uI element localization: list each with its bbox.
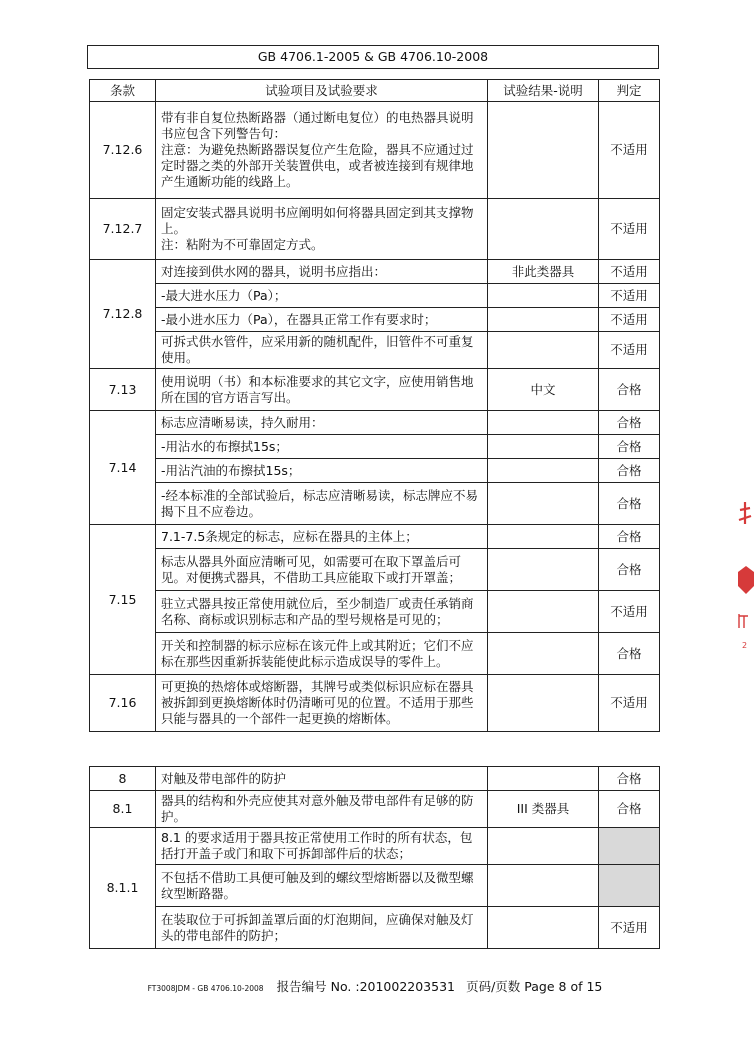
table-row bbox=[90, 591, 660, 633]
requirement-cell bbox=[156, 675, 488, 732]
requirement-text: 固定安装式器具说明书应阐明如何将器具固定到其支撑物上。 bbox=[161, 205, 474, 236]
clause-number: 8.1 bbox=[90, 791, 156, 828]
requirement-cell bbox=[156, 791, 488, 828]
result-cell bbox=[488, 411, 599, 435]
table-row bbox=[90, 308, 660, 332]
requirement-cell bbox=[156, 591, 488, 633]
requirement-text: 器具的结构和外壳应使其对意外触及带电部件有足够的防护。 bbox=[161, 793, 474, 824]
requirement-text: 可拆式供水管件，应采用新的随机配件，旧管件不可重复使用。 bbox=[161, 334, 474, 365]
form-code: FT3008JDM - GB 4706.10-2008 bbox=[147, 984, 264, 993]
clause-number: 7.12.7 bbox=[90, 199, 156, 260]
clause-number: 7.13 bbox=[90, 369, 156, 411]
requirement-cell bbox=[156, 633, 488, 675]
header-result: 试验结果-说明 bbox=[488, 80, 599, 102]
requirement-cell bbox=[156, 284, 488, 308]
requirement-cell bbox=[156, 767, 488, 791]
table-row bbox=[90, 260, 660, 284]
table-row bbox=[90, 549, 660, 591]
verdict-cell: 不适用 bbox=[599, 199, 660, 260]
requirement-text: 注意：为避免热断路器误复位产生危险，器具不应通过过定时器之类的外部开关装置供电，或者被连接到有规律地产生通断功能的线路上。 bbox=[161, 142, 474, 189]
report-label: 报告编号 No. : bbox=[276, 979, 360, 994]
table-row bbox=[90, 767, 660, 791]
clause-number: 7.12.6 bbox=[90, 102, 156, 199]
report-number: 201002203531 bbox=[359, 979, 455, 994]
clause-table-section-8 bbox=[89, 766, 660, 949]
verdict-cell: 合格 bbox=[599, 525, 660, 549]
requirement-text: 在装取位于可拆卸盖罩后面的灯泡期间，应确保对触及灯头的带电部件的防护； bbox=[161, 911, 474, 943]
clause-number: 7.15 bbox=[90, 525, 156, 675]
table-row bbox=[90, 102, 660, 199]
table-row bbox=[90, 284, 660, 308]
requirement-cell bbox=[156, 308, 488, 332]
requirement-cell bbox=[156, 828, 488, 865]
standard-title: GB 4706.1-2005 & GB 4706.10-2008 bbox=[257, 49, 489, 64]
result-cell bbox=[488, 284, 599, 308]
verdict-cell: 不适用 bbox=[599, 102, 660, 199]
table-row bbox=[90, 411, 660, 435]
table-row bbox=[90, 199, 660, 260]
table-row bbox=[90, 483, 660, 525]
result-cell bbox=[488, 308, 599, 332]
verdict-cell bbox=[599, 828, 660, 865]
requirement-cell bbox=[156, 865, 488, 907]
verdict-cell: 不适用 bbox=[599, 907, 660, 949]
result-cell bbox=[488, 102, 599, 199]
clause-number: 7.14 bbox=[90, 411, 156, 525]
result-cell bbox=[488, 675, 599, 732]
requirement-text: -最小进水压力（Pa），在器具正常工作有要求时； bbox=[161, 311, 437, 327]
table-header-row bbox=[90, 80, 660, 102]
requirement-text: 注：粘附为不可靠固定方式。 bbox=[161, 237, 324, 252]
requirement-text: 标志应清晰易读，持久耐用： bbox=[161, 414, 324, 430]
result-cell bbox=[488, 483, 599, 525]
requirement-cell bbox=[156, 483, 488, 525]
result-cell bbox=[488, 591, 599, 633]
result-cell bbox=[488, 828, 599, 865]
clause-number: 7.16 bbox=[90, 675, 156, 732]
table-row bbox=[90, 791, 660, 828]
requirement-text: 对连接到供水网的器具，说明书应指出： bbox=[161, 263, 387, 279]
requirement-text: 开关和控制器的标示应标在该元件上或其附近；它们不应标在那些因重新拆装能使此标示造成误导的零件上。 bbox=[161, 637, 474, 669]
verdict-cell: 合格 bbox=[599, 791, 660, 828]
requirement-cell bbox=[156, 525, 488, 549]
requirement-cell bbox=[156, 411, 488, 435]
svg-text:2: 2 bbox=[742, 641, 748, 650]
table-row bbox=[90, 435, 660, 459]
requirement-cell bbox=[156, 369, 488, 411]
requirement-cell bbox=[156, 332, 488, 369]
table-row bbox=[90, 459, 660, 483]
requirement-text: 带有非自复位热断路器（通过断电复位）的电热器具说明书应包含下列警告句： bbox=[161, 110, 474, 141]
verdict-cell: 不适用 bbox=[599, 332, 660, 369]
page-number: 页码/页数 Page 8 of 15 bbox=[466, 979, 603, 994]
standard-header bbox=[87, 45, 659, 69]
verdict-cell: 不适用 bbox=[599, 260, 660, 284]
requirement-cell bbox=[156, 102, 488, 199]
result-cell: III 类器具 bbox=[488, 791, 599, 828]
result-cell bbox=[488, 459, 599, 483]
table-row bbox=[90, 369, 660, 411]
verdict-cell: 合格 bbox=[599, 369, 660, 411]
verdict-cell bbox=[599, 865, 660, 907]
table-row bbox=[90, 633, 660, 675]
result-cell bbox=[488, 525, 599, 549]
requirement-text: 8.1 的要求适用于器具按正常使用工作时的所有状态，包括打开盖子或门和取下可拆卸部件后的状态； bbox=[161, 830, 473, 861]
page-footer bbox=[0, 976, 750, 995]
requirement-text: -经本标准的全部试验后，标志应清晰易读，标志牌应不易揭下且不应卷边。 bbox=[161, 487, 479, 519]
requirement-text: 可更换的热熔体或熔断器，其牌号或类似标识应标在器具被拆卸到更换熔断体时仍清晰可见的位置。不适用于那些只能与器具的一个部件一起更换的熔断体。 bbox=[161, 679, 474, 726]
result-cell bbox=[488, 199, 599, 260]
requirement-cell bbox=[156, 907, 488, 949]
result-cell bbox=[488, 907, 599, 949]
result-cell bbox=[488, 865, 599, 907]
verdict-cell: 不适用 bbox=[599, 591, 660, 633]
verdict-cell: 合格 bbox=[599, 435, 660, 459]
verdict-cell: 合格 bbox=[599, 549, 660, 591]
seal-stamp-fragment bbox=[736, 490, 756, 650]
table-row bbox=[90, 828, 660, 865]
verdict-cell: 合格 bbox=[599, 767, 660, 791]
result-cell bbox=[488, 549, 599, 591]
result-cell: 中文 bbox=[488, 369, 599, 411]
verdict-cell: 合格 bbox=[599, 633, 660, 675]
requirement-cell bbox=[156, 459, 488, 483]
requirement-text: 对触及带电部件的防护 bbox=[161, 770, 287, 786]
header-verdict: 判定 bbox=[599, 80, 660, 102]
verdict-cell: 不适用 bbox=[599, 675, 660, 732]
clause-table bbox=[89, 79, 660, 732]
verdict-cell: 合格 bbox=[599, 483, 660, 525]
requirement-text: 驻立式器具按正常使用就位后，至少制造厂或责任承销商名称、商标或识别标志和产品的型号规格是可见的； bbox=[161, 595, 474, 627]
verdict-cell: 不适用 bbox=[599, 284, 660, 308]
result-cell bbox=[488, 633, 599, 675]
table-row bbox=[90, 675, 660, 732]
requirement-text: -最大进水压力（Pa）； bbox=[161, 287, 287, 303]
header-clause: 条款 bbox=[90, 80, 156, 102]
requirement-cell bbox=[156, 260, 488, 284]
table-row bbox=[90, 865, 660, 907]
verdict-cell: 合格 bbox=[599, 411, 660, 435]
result-cell: 非此类器具 bbox=[488, 260, 599, 284]
clause-number: 8 bbox=[90, 767, 156, 791]
result-cell bbox=[488, 767, 599, 791]
requirement-cell bbox=[156, 435, 488, 459]
verdict-cell: 合格 bbox=[599, 459, 660, 483]
clause-number: 7.12.8 bbox=[90, 260, 156, 369]
table-row bbox=[90, 332, 660, 369]
requirement-text: -用沾水的布擦拭15s； bbox=[161, 438, 288, 454]
table-row bbox=[90, 525, 660, 549]
result-cell bbox=[488, 332, 599, 369]
requirement-cell bbox=[156, 199, 488, 260]
requirement-text: 不包括不借助工具便可触及到的螺纹型熔断器以及微型螺纹型断路器。 bbox=[161, 869, 474, 901]
header-requirement: 试验项目及试验要求 bbox=[156, 80, 488, 102]
requirement-text: 7.1-7.5条规定的标志，应标在器具的主体上； bbox=[161, 528, 418, 544]
clause-number: 8.1.1 bbox=[90, 828, 156, 949]
requirement-text: 使用说明（书）和本标准要求的其它文字，应使用销售地所在国的官方语言写出。 bbox=[161, 373, 474, 405]
requirement-cell bbox=[156, 549, 488, 591]
table-row bbox=[90, 907, 660, 949]
requirement-text: 标志从器具外面应清晰可见，如需要可在取下罩盖后可见。对便携式器具，不借助工具应能取下或打开罩盖； bbox=[161, 553, 462, 585]
verdict-cell: 不适用 bbox=[599, 308, 660, 332]
result-cell bbox=[488, 435, 599, 459]
requirement-text: -用沾汽油的布擦拭15s； bbox=[161, 462, 301, 478]
